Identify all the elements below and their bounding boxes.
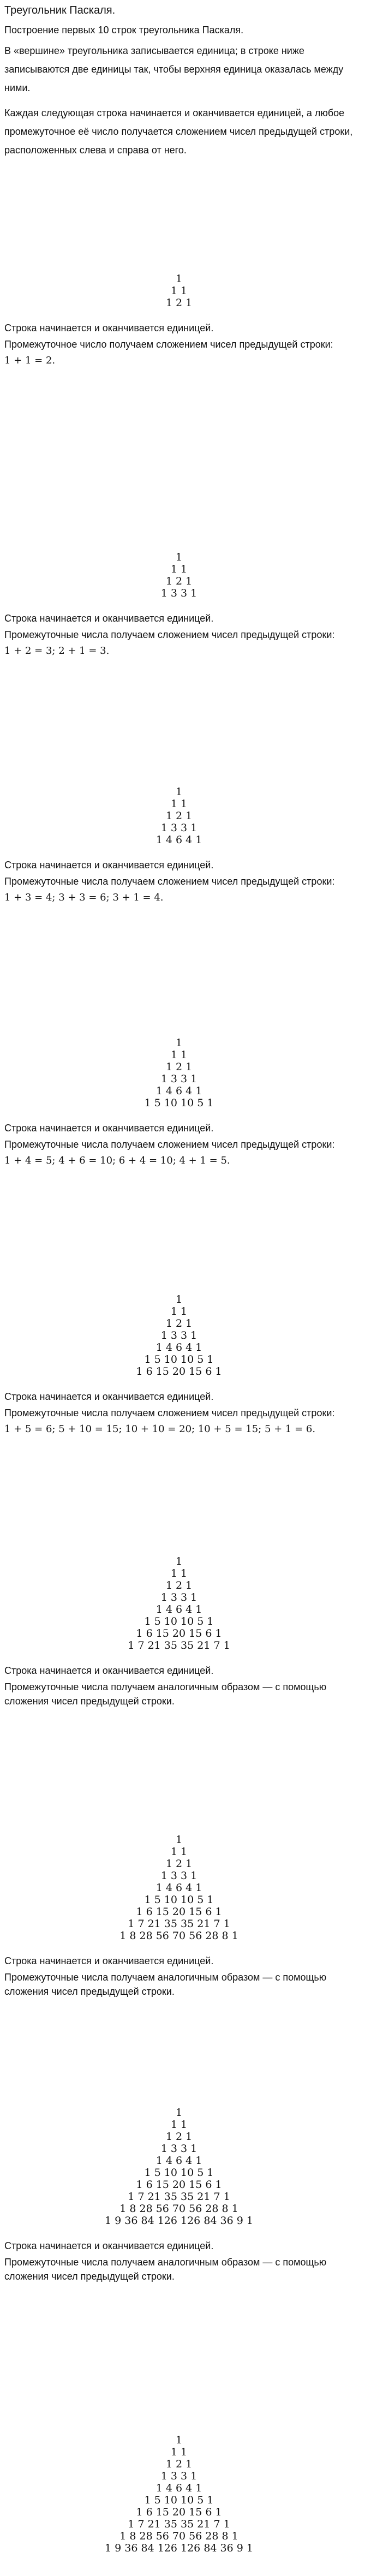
triangle-row: 1 3 3 1 [160,587,198,599]
step-start-end-text: Строка начинается и оканчивается единицей. [4,1665,214,1676]
triangle-row: 1 3 3 1 [160,1870,198,1882]
step-middle-text: Промежуточные числа получаем аналогичным образом — с помощью сложения чисел предыдущей строки. [4,1681,327,1707]
step-block [4,1293,359,1444]
step-middle-text: Промежуточные числа получаем аналогичным образом — с помощью сложения чисел предыдущей строки. [4,1972,327,1997]
triangle-row: 1 8 28 56 70 56 28 8 1 [119,1930,238,1942]
triangle-row: 1 1 [170,285,188,297]
triangle-row: 1 1 [170,1305,188,1317]
step-block [4,551,359,666]
triangle-row: 1 5 10 10 5 1 [144,1353,214,1365]
triangle-row: 1 4 6 4 1 [155,1341,202,1353]
triangle-row: 1 7 21 35 35 21 7 1 [128,2518,230,2530]
triangle-row: 1 [175,1555,183,1567]
triangle-row: 1 5 10 10 5 1 [144,1097,214,1109]
step-middle-text: Промежуточные числа получаем сложением чисел предыдущей строки: [4,1408,335,1418]
triangle-row: 1 [175,786,183,798]
pascal-triangle [4,273,354,309]
step-block [4,1037,359,1176]
triangle-row: 1 4 6 4 1 [155,834,202,846]
triangle-row: 1 [175,1037,183,1049]
step-start-end-text: Строка начинается и оканчивается единицей. [4,1391,214,1402]
step-formula: 1 + 4 = 5; 4 + 6 = 10; 6 + 4 = 10; 4 + 1 = 5. [4,1155,230,1166]
triangle-row: 1 2 1 [165,1061,193,1073]
triangle-row: 1 [175,2434,183,2446]
triangle-row: 1 2 1 [165,2131,193,2143]
triangle-row: 1 3 3 1 [160,1329,198,1341]
pascal-triangle [4,786,354,846]
rule-description: Каждая следующая строка начинается и оканчивается единицей, а любое промежуточное её число получается сложением чисел предыдущей строки, расположенных слева и справа от него. [4,108,353,156]
step-start-end-text: Строка начинается и оканчивается единицей. [4,860,214,870]
step-block [4,786,359,913]
pascal-triangle [4,1834,354,1942]
intro-line: Построение первых 10 строк треугольника Паскаля. [4,25,244,35]
triangle-row: 1 8 28 56 70 56 28 8 1 [119,2203,238,2215]
triangle-row: 1 [175,1834,183,1846]
step-start-end-text: Строка начинается и оканчивается единицей. [4,613,214,624]
triangle-row: 1 2 1 [165,1858,193,1870]
step-start-end-text: Строка начинается и оканчивается единицей. [4,2240,214,2251]
triangle-row: 1 6 15 20 15 6 1 [136,1365,222,1378]
triangle-row: 1 2 1 [165,810,193,822]
step-middle-text: Промежуточные числа получаем сложением чисел предыдущей строки: [4,1139,335,1150]
triangle-row: 1 4 6 4 1 [155,2155,202,2167]
step-block [4,1555,359,1710]
step-middle-text: Промежуточные числа получаем сложением чисел предыдущей строки: [4,629,335,640]
step-formula: 1 + 1 = 2. [4,355,56,366]
pascal-triangle [4,2434,354,2554]
triangle-row: 1 1 [170,798,188,810]
triangle-row: 1 9 36 84 126 126 84 36 9 1 [105,2215,253,2227]
triangle-row: 1 3 3 1 [160,1073,198,1085]
step-block [4,1834,359,2001]
step-start-end-text: Строка начинается и оканчивается единицей. [4,1955,214,1966]
triangle-row: 1 1 [170,2119,188,2131]
triangle-row: 1 1 [170,1049,188,1061]
step-block [4,2107,359,2286]
triangle-row: 1 2 1 [165,1317,193,1329]
pascal-triangle [4,1555,354,1651]
triangle-row: 1 9 36 84 126 126 84 36 9 1 [105,2542,253,2554]
triangle-row: 1 2 1 [165,1579,193,1591]
pascal-triangle [4,551,354,599]
pascal-triangle [4,2107,354,2227]
final-triangle-section [4,2434,359,2554]
triangle-row: 1 3 3 1 [160,2470,198,2482]
page-title: Треугольник Паскаля. [4,4,116,16]
triangle-row: 1 3 3 1 [160,822,198,834]
step-formula: 1 + 3 = 4; 3 + 3 = 6; 3 + 1 = 4. [4,892,164,903]
triangle-row: 1 8 28 56 70 56 28 8 1 [119,2530,238,2542]
step-formula: 1 + 2 = 3; 2 + 1 = 3. [4,645,110,657]
pascal-triangle [4,1293,354,1378]
triangle-row: 1 4 6 4 1 [155,1603,202,1615]
triangle-row: 1 4 6 4 1 [155,2482,202,2494]
step-formula: 1 + 5 = 6; 5 + 10 = 15; 10 + 10 = 20; 10 + 5 = 15; 5 + 1 = 6. [4,1423,316,1435]
triangle-row: 1 5 10 10 5 1 [144,1894,214,1906]
step-middle-text: Промежуточное число получаем сложением чисел предыдущей строки: [4,339,333,350]
triangle-row: 1 1 [170,2446,188,2458]
triangle-row: 1 6 15 20 15 6 1 [136,2179,222,2191]
triangle-row: 1 6 15 20 15 6 1 [136,2506,222,2518]
step-block [4,273,359,375]
triangle-row: 1 [175,551,183,563]
triangle-row: 1 6 15 20 15 6 1 [136,1627,222,1639]
step-start-end-text: Строка начинается и оканчивается единицей. [4,323,214,333]
pascal-triangle [4,1037,354,1109]
triangle-row: 1 7 21 35 35 21 7 1 [128,1639,230,1651]
triangle-row: 1 2 1 [165,2458,193,2470]
triangle-row: 1 1 [170,1567,188,1579]
intro-description: В «вершине» треугольника записывается единица; в строке ниже записываются две единицы так, чтобы верхняя единица оказалась между ними. [4,45,344,93]
step-middle-text: Промежуточные числа получаем сложением чисел предыдущей строки: [4,876,335,887]
triangle-row: 1 7 21 35 35 21 7 1 [128,1918,230,1930]
triangle-row: 1 6 15 20 15 6 1 [136,1906,222,1918]
triangle-row: 1 2 1 [165,297,193,309]
triangle-row: 1 2 1 [165,575,193,587]
triangle-row: 1 [175,1293,183,1305]
triangle-row: 1 [175,273,183,285]
triangle-row: 1 1 [170,1846,188,1858]
triangle-row: 1 4 6 4 1 [155,1882,202,1894]
triangle-row: 1 5 10 10 5 1 [144,2494,214,2506]
triangle-row: 1 3 3 1 [160,1591,198,1603]
triangle-row: 1 1 [170,563,188,575]
step-middle-text: Промежуточные числа получаем аналогичным образом — с помощью сложения чисел предыдущей строки. [4,2257,327,2282]
triangle-row: 1 [175,2107,183,2119]
triangle-row: 1 4 6 4 1 [155,1085,202,1097]
triangle-row: 1 5 10 10 5 1 [144,2167,214,2179]
triangle-row: 1 3 3 1 [160,2143,198,2155]
step-start-end-text: Строка начинается и оканчивается единицей. [4,1123,214,1134]
triangle-row: 1 5 10 10 5 1 [144,1615,214,1627]
triangle-row: 1 7 21 35 35 21 7 1 [128,2191,230,2203]
